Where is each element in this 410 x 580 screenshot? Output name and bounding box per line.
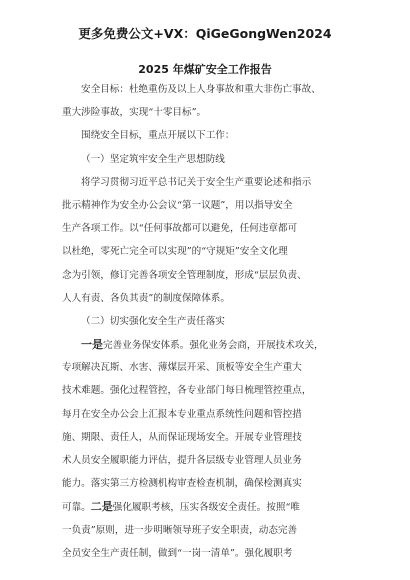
paragraph-line: 术人员安全履职能力评估，提升各层级专业管理人员业务 [62, 455, 302, 466]
paragraph-line: 批示精神作为安全办公会议“第一议题”，用以指导安全 [62, 199, 293, 211]
lead-label: 一是 [81, 338, 103, 352]
watermark-header: 更多免费公文+VX：QiGeGongWen2024 [78, 26, 332, 41]
paragraph-line: 专项解决瓦斯、水害、薄煤层开采、顶板等安全生产重大 [62, 362, 302, 374]
paragraph-line: 可靠。二是强化履职考核，压实各级安全责任。按照“唯 [62, 500, 300, 514]
paragraph-line: 安全目标：杜绝重伤及以上人身事故和重大非伤亡事故、 [81, 84, 321, 95]
paragraph-line: 施、期限、责任人，从而保证现场安全。开展专业管理技 [62, 431, 302, 443]
paragraph-line: 人人有责、各负其责”的制度保障体系。 [62, 292, 230, 304]
document-body [62, 78, 362, 565]
paragraph-line: 生产各项工作。以“任何事故都可以避免，任何违章都可 [62, 223, 298, 235]
paragraph-line: 将学习贯彻习近平总书记关于安全生产重要论述和指示 [81, 176, 312, 188]
lead-label: 二是 [90, 500, 113, 514]
section-heading: （二）切实强化安全生产责任落实 [81, 315, 225, 327]
paragraph-line: 能力。落实第三方检测机构审查检查机制，确保检测真实 [62, 478, 302, 490]
paragraph-line: 技术难题。强化过程管控，各专业部门每日梳理管控重点， [62, 385, 312, 397]
paragraph-line: 一负责”原则，进一步明晰领导班子安全职责，动态完善 [62, 524, 298, 536]
paragraph-line: 重大涉险事故，实现“十零目标”。 [62, 107, 207, 119]
paragraph-line: 围绕安全目标，重点开展以下工作： [81, 130, 235, 142]
section-heading: （一）坚定筑牢安全生产思想防线 [81, 153, 225, 165]
paragraph-line: 以杜绝，零死亡完全可以实现”的“守规矩”安全文化理 [62, 246, 288, 258]
paragraph-line: 全员安全生产责任制，做到“一岗一清单”。强化履职考 [62, 547, 293, 559]
paragraph-line: 念为引领，修订完善各项安全管理制度，形成“层层负责、 [62, 269, 307, 281]
paragraph-line: 一是完善业务保安体系。强化业务会商，开展技术攻关， [81, 338, 324, 352]
paragraph-line: 每月在安全办公会上汇报本专业重点系统性问题和管控措 [62, 408, 302, 420]
page-title: 2025 年煤矿安全工作报告 [138, 63, 272, 76]
